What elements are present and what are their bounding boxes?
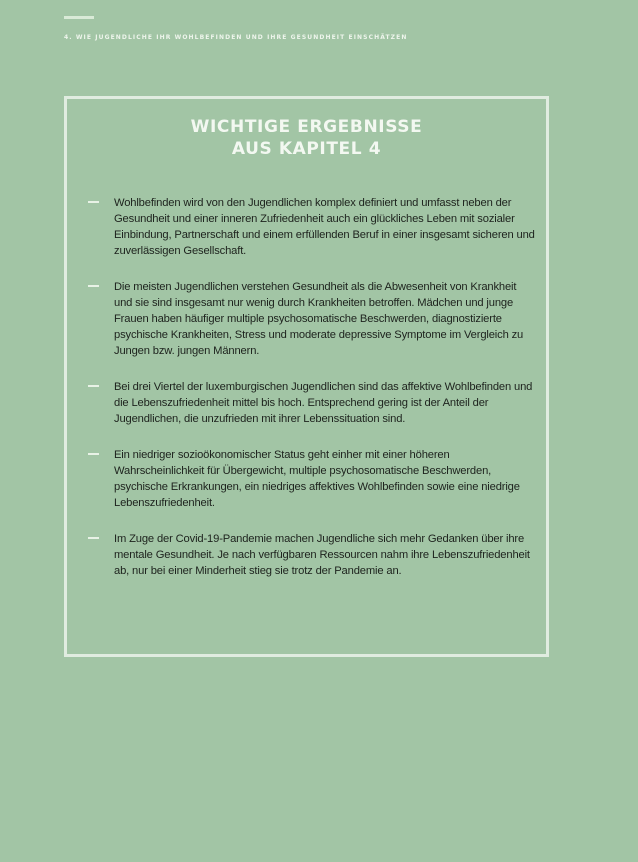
finding-text: Ein niedriger sozioökonomischer Status geht einher mit einer höheren Wahrscheinlichkeit für Übergewicht, multiple psychosomatische Beschwerden, psychische Erkrankungen, ein niedriges affektives Wohlbefinden sowie eine niedrige Lebenszufriedenheit. xyxy=(114,449,520,509)
box-title xyxy=(67,116,546,160)
finding-item xyxy=(87,279,535,359)
running-header: 4. WIE JUGENDLICHE IHR WOHLBEFINDEN UND IHRE GESUNDHEIT EINSCHÄTZEN xyxy=(64,34,408,41)
finding-item xyxy=(87,379,535,427)
dash-bullet-icon xyxy=(88,201,99,203)
dash-bullet-icon xyxy=(88,453,99,455)
finding-item xyxy=(87,195,535,259)
findings-list xyxy=(87,195,535,599)
box-title-line-1: WICHTIGE ERGEBNISSE xyxy=(190,117,423,137)
finding-item xyxy=(87,531,535,579)
finding-text: Wohlbefinden wird von den Jugendlichen komplex definiert und umfasst neben der Gesundheit und einer inneren Zufriedenheit auch ein glückliches Leben mit sozialer Einbindung, Partnerschaft und einem erfüllenden Beruf in einer insgesamt sicheren und zuverlässigen Gesellschaft. xyxy=(114,197,535,257)
dash-bullet-icon xyxy=(88,537,99,539)
key-findings-box xyxy=(64,96,549,657)
dash-bullet-icon xyxy=(88,385,99,387)
finding-text: Im Zuge der Covid-19-Pandemie machen Jugendliche sich mehr Gedanken über ihre mentale Gesundheit. Je nach verfügbaren Ressourcen nahm ihre Lebenszufriedenheit ab, nur bei einer Minderheit stieg sie trotz der Pandemie an. xyxy=(114,533,530,577)
finding-item xyxy=(87,447,535,511)
dash-bullet-icon xyxy=(88,285,99,287)
box-title-line-2: AUS KAPITEL 4 xyxy=(231,139,382,159)
header-accent-rule xyxy=(64,16,94,19)
finding-text: Die meisten Jugendlichen verstehen Gesundheit als die Abwesenheit von Krankheit und sie sind insgesamt nur wenig durch Krankheiten betroffen. Mädchen und junge Frauen haben häufiger multiple psychosomatische Beschwerden, diagnostizierte psychische Krankheiten, Stress und moderate depressive Symptome im Vergleich zu Jungen bzw. jungen Männern. xyxy=(114,281,524,357)
finding-text: Bei drei Viertel der luxemburgischen Jugendlichen sind das affektive Wohlbefinden und die Lebenszufriedenheit mittel bis hoch. Entsprechend gering ist der Anteil der Jugendlichen, die unzufrieden mit ihrer Lebenssituation sind. xyxy=(114,381,533,425)
